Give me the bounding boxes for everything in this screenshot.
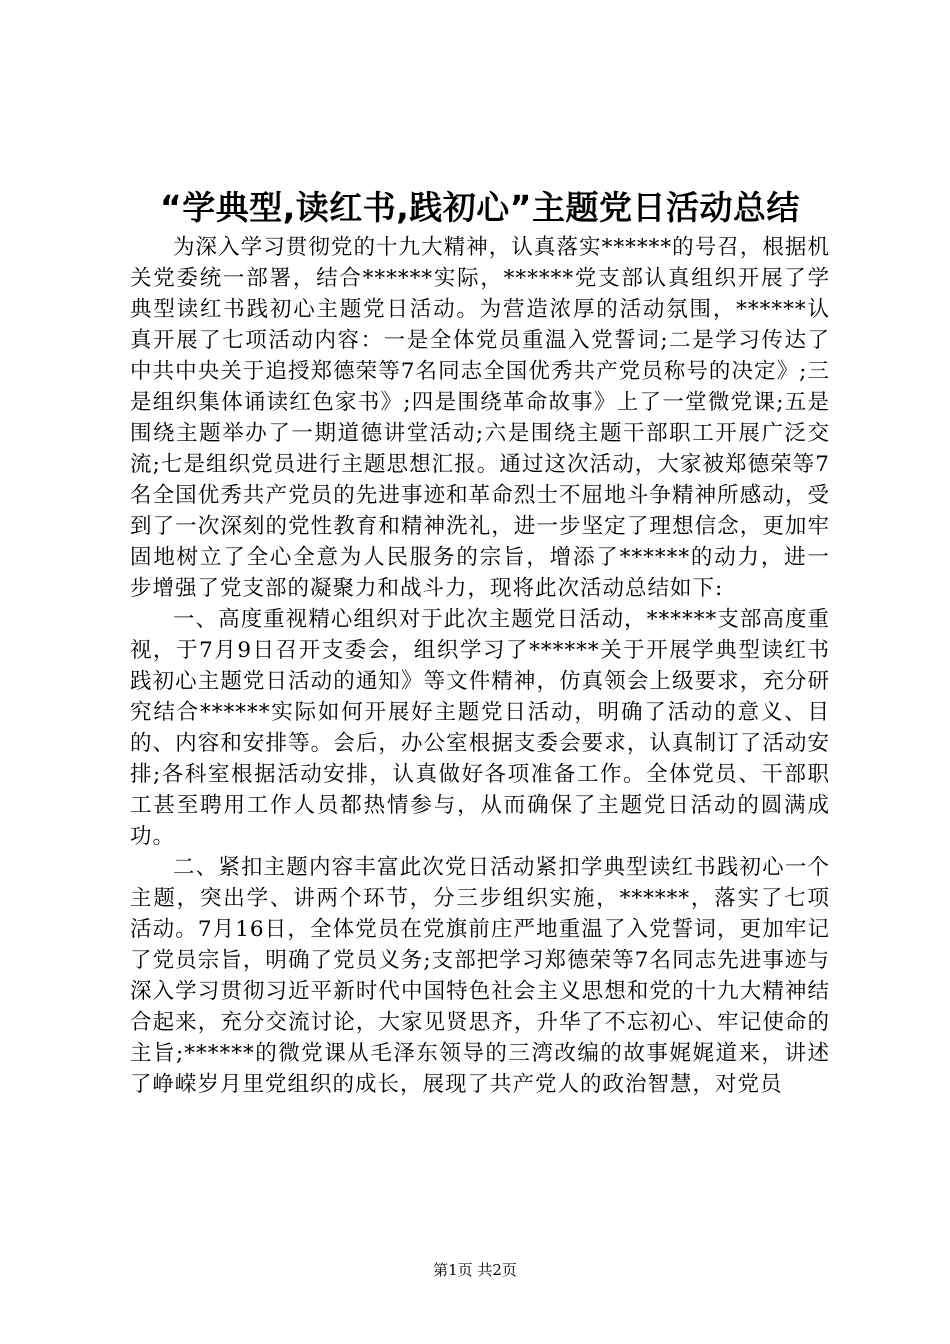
document-body	[130, 232, 830, 1100]
document-title: “学典型,读红书,践初心”主题党日活动总结	[160, 188, 800, 227]
paragraph-section-1: 一、高度重视精心组织对于此次主题党日活动，******支部高度重视，于7月9日召开支委会，组织学习了******关于开展学典型读红书践初心主题党日活动的通知》等文件精神，仿真领会上级要求，充分研究结合******实际如何开展好主题党日活动，明确了活动的意义、目的、内容和安排等。会后，办公室根据支委会要求，认真制订了活动安排;各科室根据活动安排，认真做好各项准备工作。全体党员、干部职工甚至聘用工作人员都热情参与，从而确保了主题党日活动的圆满成功。	[130, 607, 830, 849]
page-footer: 第1页 共2页	[433, 1261, 517, 1279]
paragraph-intro: 为深入学习贯彻党的十九大精神，认真落实******的号召，根据机关党委统一部署，结合******实际，******党支部认真组织开展了学典型读红书践初心主题党日活动。为营造浓厚的活动氛围，******认真开展了七项活动内容：一是全体党员重温入党誓词;二是学习传达了中共中央关于追授郑德荣等7名同志全国优秀共产党员称号的决定》;三是组织集体诵读红色家书》;四是围绕革命故事》上了一堂微党课;五是围绕主题举办了一期道德讲堂活动;六是围绕主题干部职工开展广泛交流;七是组织党员进行主题思想汇报。通过这次活动，大家被郑德荣等7名全国优秀共产党员的先进事迹和革命烈士不屈地斗争精神所感动，受到了一次深刻的党性教育和精神洗礼，进一步坚定了理想信念，更加牢固地树立了全心全意为人民服务的宗旨，增添了******的动力，进一步增强了党支部的凝聚力和战斗力，现将此次活动总结如下:	[130, 235, 830, 601]
paragraph-section-2: 二、紧扣主题内容丰富此次党日活动紧扣学典型读红书践初心一个主题，突出学、讲两个环节，分三步组织实施，******，落实了七项活动。7月16日，全体党员在党旗前庄严地重温了入党誓词，更加牢记了党员宗旨，明确了党员义务;支部把学习郑德荣等7名同志先进事迹与深入学习贯彻习近平新时代中国特色社会主义思想和党的十九大精神结合起来，充分交流讨论，大家见贤思齐，升华了不忘初心、牢记使命的主旨;******的微党课从毛泽东领导的三湾改编的故事娓娓道来，讲述了峥嵘岁月里党组织的成长，展现了共产党人的政治智慧，对党员	[130, 855, 830, 1097]
document-page	[130, 0, 830, 1344]
